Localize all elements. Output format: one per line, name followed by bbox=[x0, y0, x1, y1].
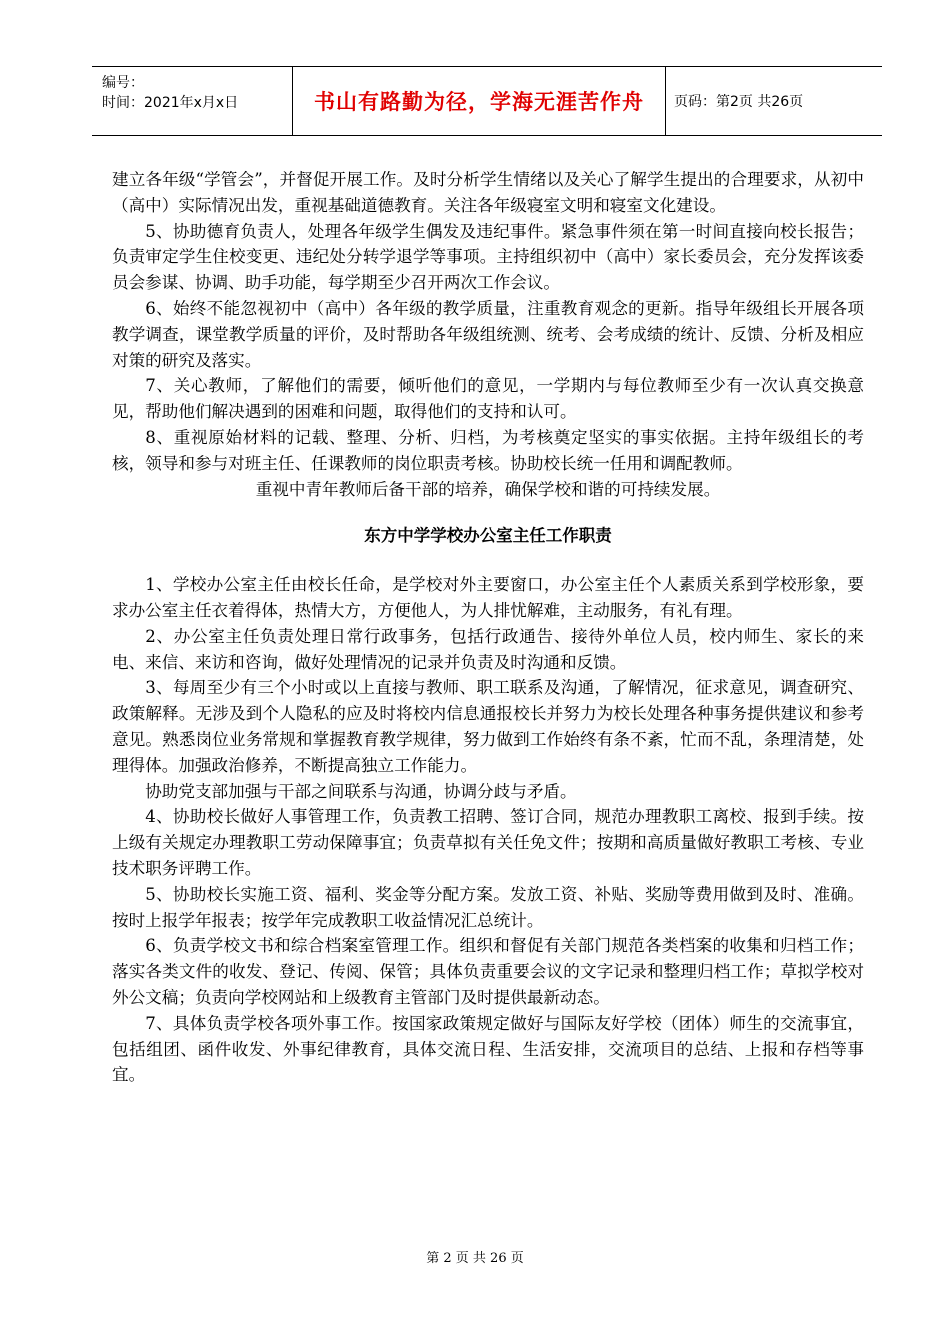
paragraph: 6、负责学校文书和综合档案室管理工作。组织和督促有关部门规范各类档案的收集和归档工作；落实各类文件的收发、登记、传阅、保管；具体负责重要会议的文字记录和整理归档工作；草拟学校对外公文稿；负责向学校网站和上级教育主管部门及时提供最新动态。 bbox=[112, 936, 864, 1007]
paragraph: 7、具体负责学校各项外事工作。按国家政策规定做好与国际友好学校（团体）师生的交流事宜，包括组团、函件收发、外事纪律教育，具体交流日程、生活安排，交流项目的总结、上报和存档等事宜。 bbox=[112, 1013, 864, 1085]
paragraph: 2、办公室主任负责处理日常行政事务，包括行政通告、接待外单位人员，校内师生、家长的来电、来信、来访和咨询，做好处理情况的记录并负责及时沟通和反馈。 bbox=[112, 626, 864, 672]
paragraph: 4、协助校长做好人事管理工作，负责教工招聘、签订合同，规范办理教职工离校、报到手续。按上级有关规定办理教职工劳动保障事宜；负责草拟有关任免文件；按期和高质量做好教职工考核、专业技术职务评聘工作。 bbox=[112, 807, 864, 878]
page-footer: 第 2 页 共 26 页 bbox=[426, 1251, 524, 1266]
paragraph: 协助党支部加强与干部之间联系与沟通，协调分歧与矛盾。 bbox=[145, 781, 577, 801]
paragraph: 5、协助德育负责人，处理各年级学生偶发及违纪事件。紧急事件须在第一时间直接向校长报告；负责审定学生住校变更、违纪处分转学退学等事项。主持组织初中（高中）家长委员会，充分发挥该委员会参谋、协调、助手功能，每学期至少召开两次工作会议。 bbox=[112, 221, 864, 293]
section-title: 东方中学学校办公室主任工作职责 bbox=[364, 526, 612, 546]
header-motto: 书山有路勤为径，学海无涯苦作舟 bbox=[293, 67, 666, 135]
paragraph: 1、学校办公室主任由校长任命，是学校对外主要窗口，办公室主任个人素质关系到学校形象，要求办公室主任衣着得体，热情大方，方便他人，为人排忧解难，主动服务，有礼有理。 bbox=[112, 575, 864, 620]
document-header bbox=[92, 66, 882, 136]
closing-line: 重视中青年教师后备干部的培养，确保学校和谐的可持续发展。 bbox=[255, 479, 721, 499]
paragraph: 建立各年级“学管会”，并督促开展工作。及时分析学生情绪以及关心了解学生提出的合理要求，从初中（高中）实际情况出发，重视基础道德教育。关注各年级寝室文明和寝室文化建设。 bbox=[112, 170, 864, 215]
document-body bbox=[112, 167, 864, 1088]
header-meta bbox=[92, 67, 293, 135]
paragraph: 8、重视原始材料的记载、整理、分析、归档，为考核奠定坚实的事实依据。主持年级组长的考核，领导和参与对班主任、任课教师的岗位职责考核。协助校长统一任用和调配教师。 bbox=[112, 427, 864, 473]
paragraph: 6、始终不能忽视初中（高中）各年级的教学质量，注重教育观念的更新。指导年级组长开展各项教学调查，课堂教学质量的评价，及时帮助各年级组统测、统考、会考成绩的统计、反馈、分析及相应对策的研究及落实。 bbox=[112, 298, 864, 370]
paragraph: 5、协助校长实施工资、福利、奖金等分配方案。发放工资、补贴、奖励等费用做到及时、准确。按时上报学年报表；按学年完成教职工收益情况汇总统计。 bbox=[112, 884, 864, 930]
paragraph: 3、每周至少有三个小时或以上直接与教师、职工联系及沟通，了解情况，征求意见，调查研究、政策解释。无涉及到个人隐私的应及时将校内信息通报校长并努力为校长处理各种事务提供建议和参考意见。熟悉岗位业务常规和掌握教育教学规律，努力做到工作始终有条不紊，忙而不乱，条理清楚，处理得体。加强政治修养，不断提高独立工作能力。 bbox=[112, 678, 864, 775]
header-number-label: 编号： bbox=[102, 75, 144, 91]
paragraph: 7、关心教师，了解他们的需要，倾听他们的意见，一学期内与每位教师至少有一次认真交换意见，帮助他们解决遇到的困难和问题，取得他们的支持和认可。 bbox=[112, 376, 864, 422]
header-page-info: 页码：第2页 共26页 bbox=[674, 94, 804, 110]
header-time-label: 时间：2021年x月x日 bbox=[102, 95, 239, 111]
